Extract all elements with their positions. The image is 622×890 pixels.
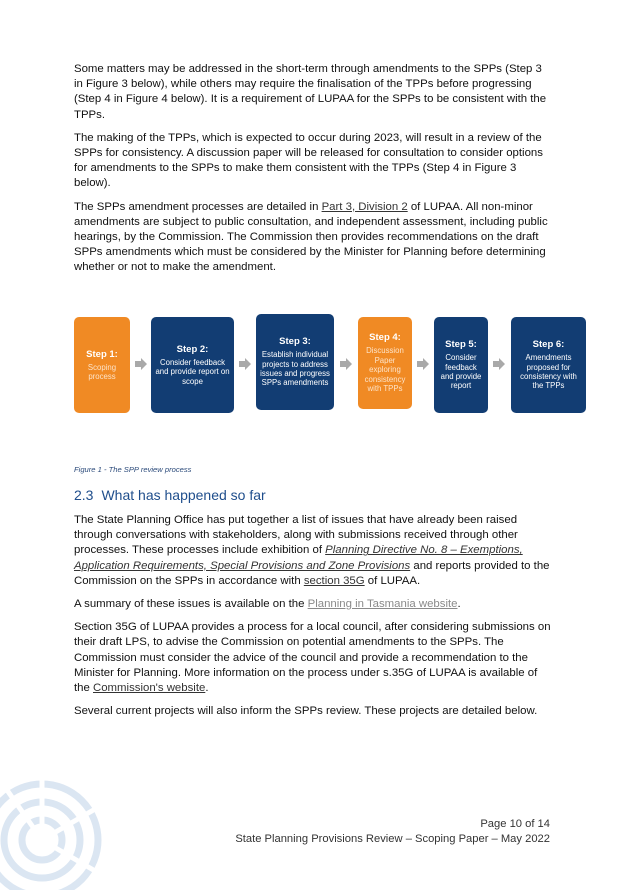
document-title: State Planning Provisions Review – Scoping Paper – May 2022 (235, 833, 550, 845)
part3-division2-link[interactable]: Part 3, Division 2 (321, 200, 408, 213)
page-number: Page 10 of 14 (480, 818, 550, 830)
section-number: 2.3 (74, 487, 94, 503)
step-5-box (434, 317, 488, 413)
para5-text-after: . (457, 598, 461, 611)
paragraph-3 (74, 200, 550, 276)
planning-directive-8-link[interactable]: Planning Directive No. 8 – Exemptions, Application Requirements, Special Provisions and Zone Provisions (74, 544, 523, 572)
para3-text-after: of LUPAA. All non-minor amendments are subject to public consultation, and independent assessment, including public hearings, by the Commission. The Commission then provides recommendations on the draft SPPs amendments which must be considered by the Minister for Planning before determining whether or not to make the amendment. (74, 200, 548, 274)
paragraph-4 (74, 513, 552, 589)
commission-website-link[interactable]: Commission's website (93, 682, 206, 695)
page-footer (235, 817, 550, 847)
intro-text (74, 62, 550, 284)
paragraph-5 (74, 597, 552, 612)
para4-text-before: The State Planning Office has put together a list of issues that have already been raised through conversations with stakeholders, along with submissions received through other processes. These processes include exhibition of (74, 514, 518, 557)
spp-review-process-diagram (74, 314, 586, 414)
paragraph-6 (74, 620, 552, 696)
figure-caption: Figure 1 - The SPP review process (74, 465, 192, 474)
step-1-box (74, 317, 130, 413)
paragraph-7: Several current projects will also inform the SPPs review. These projects are detailed below. (74, 705, 538, 718)
para4-text-middle: and reports provided to the Commission on the SPPs in accordance with (74, 559, 550, 587)
planning-in-tasmania-link[interactable]: Planning in Tasmania website (307, 598, 458, 611)
arrow-right-icon (135, 358, 147, 370)
step-6-title: Step 6: (532, 339, 565, 351)
para6-text-after: . (205, 682, 209, 695)
arrow-right-icon (417, 358, 429, 370)
step-6-desc: Amendments proposed for consistency with the TPPs (520, 353, 577, 391)
section-body (74, 513, 552, 727)
step-2-box (151, 317, 234, 413)
arrow-right-icon (493, 358, 505, 370)
para3-text-before: The SPPs amendment processes are detailed in (74, 200, 322, 213)
paragraph-1: Some matters may be addressed in the short-term through amendments to the SPPs (Step 3 in Figure 3 below), while others may require the finalisation of the TPPs before progressing (Step 4 in Figure 4 below). It is a requirement of LUPAA for the SPPs to be consistent with the TPPs. (74, 63, 547, 121)
step-3-box (256, 314, 334, 410)
para4-text-after: of LUPAA. (364, 574, 421, 587)
step-3-title: Step 3: (279, 336, 311, 348)
section-35g-link[interactable]: section 35G (303, 574, 365, 587)
arrow-right-icon (239, 358, 251, 370)
para6-text-before: Section 35G of LUPAA provides a process for a local council, after considering submissions on their draft LPS, to advise the Commission on potential amendments to the SPPs. The Commission must consider the advice of the council and provide a recommendation to the Minister for Planning. More information on the process under s.35G of LUPAA is available of the (74, 621, 551, 695)
arrow-right-icon (340, 358, 352, 370)
step-4-title: Step 4: (369, 332, 401, 344)
tasmania-logo-icon (0, 760, 110, 890)
step-1-desc: Scoping process (87, 362, 117, 381)
step-5-title: Step 5: (445, 339, 477, 351)
step-3-desc: Establish individual projects to address issues and progress SPPs amendments (260, 350, 330, 388)
step-5-desc: Consider feedback and provide report (440, 353, 482, 391)
step-2-title: Step 2: (176, 343, 209, 355)
step-1-title: Step 1: (86, 348, 118, 360)
step-6-box (511, 317, 586, 413)
section-heading (74, 487, 266, 503)
step-4-desc: Discussion Paper exploring consistency with TPPs (364, 346, 406, 394)
step-4-box (358, 317, 412, 409)
paragraph-2: The making of the TPPs, which is expected to occur during 2023, will result in a review of the SPPs for consistency. A discussion paper will be released for consultation to consider options for amendments to the SPPs to make them consistent with the TPPs (Step 4 in Figure 3 below). (74, 131, 543, 190)
section-title: What has happened so far (101, 487, 266, 503)
para5-text-before: A summary of these issues is available on the (74, 598, 308, 611)
step-2-desc: Consider feedback and provide report on scope (155, 357, 230, 386)
